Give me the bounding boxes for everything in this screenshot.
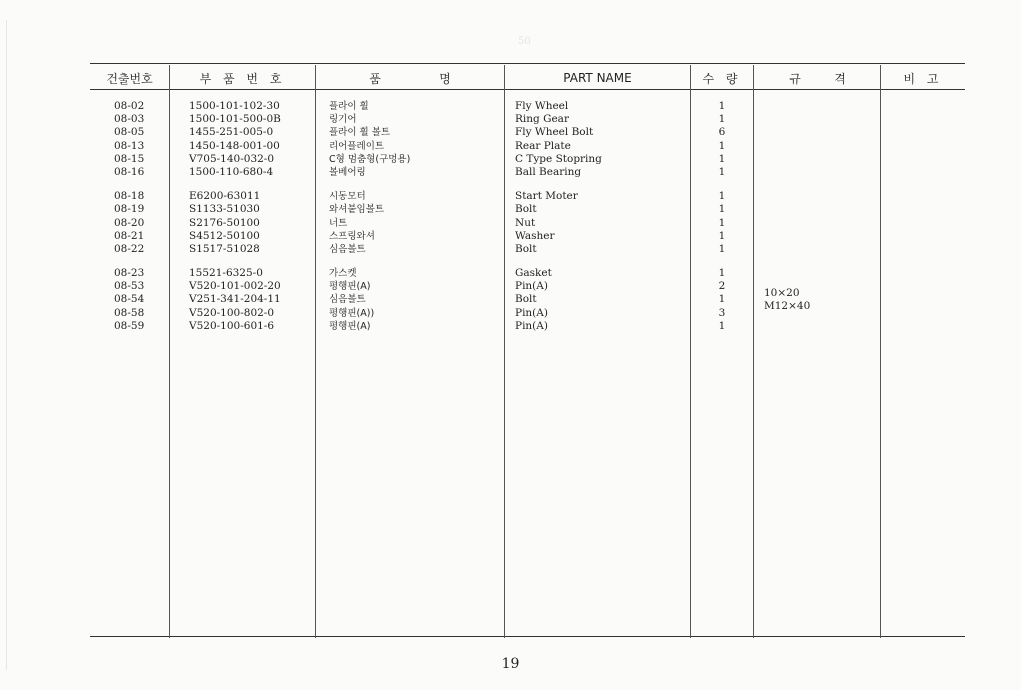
table-cell: 08-58 <box>114 306 145 319</box>
table-cell: 1 <box>718 216 726 229</box>
table-cell: 1 <box>718 267 726 280</box>
col-divider-6 <box>880 65 881 638</box>
table-cell: S1517-51028 <box>189 242 260 255</box>
header-group-no: 건출번호 <box>106 71 153 86</box>
table-cell: C형 멈춤형(구멍용) <box>329 153 411 165</box>
col-divider-3 <box>504 65 505 638</box>
table-cell: 가스켓 <box>329 268 357 280</box>
table-cell: V705-140-032-0 <box>189 152 275 165</box>
table-cell: 08-53 <box>114 280 145 293</box>
table-cell: V520-100-802-0 <box>189 306 275 319</box>
table-cell: 와셔붙임볼트 <box>329 204 385 216</box>
table-cell: 1 <box>718 113 726 126</box>
table-cell: V520-101-002-20 <box>189 280 281 293</box>
table-cell: Pin(A) <box>515 280 548 293</box>
table-cell: 1 <box>718 242 726 255</box>
table-cell: 08-15 <box>114 152 145 165</box>
table-cell: 08-02 <box>114 100 145 112</box>
table-cell: 08-16 <box>114 165 145 178</box>
header-part-name: PART NAME <box>563 71 632 85</box>
table-cell: 08-59 <box>114 319 145 332</box>
table-cell: 1 <box>718 293 726 306</box>
spec-column <box>764 287 810 313</box>
table-cell: 1 <box>718 203 726 216</box>
table-cell: 1 <box>718 100 726 112</box>
table-cell: 2 <box>718 280 726 293</box>
table-cell: Bolt <box>515 293 537 306</box>
qty-column <box>712 100 732 344</box>
table-cell: 08-18 <box>114 190 145 203</box>
table-cell: 1 <box>718 319 726 332</box>
table-cell: 1500-110-680-4 <box>189 165 274 178</box>
table-cell: Nut <box>515 216 536 229</box>
page-edge <box>6 20 7 670</box>
table-cell: V251-341-204-11 <box>189 293 281 306</box>
table-cell: 08-22 <box>114 242 145 255</box>
table-cell: Washer <box>515 229 555 242</box>
table-cell: 심음볼트 <box>329 294 366 306</box>
table-cell: 리어플레이트 <box>329 140 385 152</box>
header-spec-a: 규 <box>789 71 801 86</box>
table-cell: C Type Stopring <box>515 152 602 165</box>
spec-value: 10×20 <box>764 287 800 299</box>
table-cell: 08-20 <box>114 216 145 229</box>
table-cell: 플라이 휠 <box>329 101 369 112</box>
col-divider-1 <box>169 65 170 638</box>
table-top-rule <box>90 63 965 64</box>
header-name-kr-a: 품 <box>369 71 381 86</box>
table-cell: 1 <box>718 190 726 203</box>
table-cell: 볼베어링 <box>329 166 366 178</box>
table-cell: 1450-148-001-00 <box>189 139 280 152</box>
table-bottom-rule <box>90 636 965 637</box>
spec-value: M12×40 <box>764 300 811 312</box>
table-cell: Gasket <box>515 267 552 280</box>
table-cell: 1 <box>718 165 726 178</box>
table-cell: V520-100-601-6 <box>189 319 275 332</box>
table-cell: 3 <box>718 306 726 319</box>
table-cell: Start Moter <box>515 190 578 203</box>
header-bottom-rule <box>90 89 965 90</box>
table-cell: 08-54 <box>114 293 145 306</box>
table-cell: 플라이 휠 볼트 <box>329 127 391 139</box>
table-cell: 링기어 <box>329 114 357 126</box>
faint-page-mark: 50 <box>518 36 531 47</box>
page-number: 19 <box>501 656 520 672</box>
table-cell: 1 <box>718 139 726 152</box>
table-cell: Pin(A) <box>515 319 548 332</box>
table-cell: S2176-50100 <box>189 216 260 229</box>
part-name-column <box>515 100 602 344</box>
table-cell: Ring Gear <box>515 113 569 126</box>
table-cell: 1455-251-005-0 <box>189 126 274 139</box>
table-cell: 평행핀(A)) <box>329 307 375 319</box>
table-cell: 08-23 <box>114 267 145 280</box>
table-cell: Bolt <box>515 242 537 255</box>
table-cell: 1500-101-102-30 <box>189 100 280 112</box>
table-cell: 1500-101-500-0B <box>189 113 281 126</box>
table-cell: Bolt <box>515 203 537 216</box>
table-cell: 너트 <box>329 217 348 229</box>
name-kr-column <box>329 100 410 344</box>
table-cell: 15521-6325-0 <box>189 267 263 280</box>
table-cell: S1133-51030 <box>189 203 260 216</box>
table-cell: 08-05 <box>114 126 145 139</box>
table-cell: E6200-63011 <box>189 190 261 203</box>
table-cell: S4512-50100 <box>189 229 260 242</box>
part-no-column <box>189 100 281 344</box>
table-cell: 평행핀(A) <box>329 281 371 293</box>
header-remarks: 비 고 <box>903 71 943 86</box>
header-spec-b: 격 <box>834 71 846 86</box>
table-cell: 스프링와셔 <box>329 230 375 242</box>
table-cell: 08-03 <box>114 113 145 126</box>
table-cell: 08-13 <box>114 139 145 152</box>
header-name-kr-b: 명 <box>439 71 451 86</box>
header-part-no: 부 품 번 호 <box>199 71 286 86</box>
table-cell: Pin(A) <box>515 306 548 319</box>
table-cell: 1 <box>718 152 726 165</box>
col-divider-4 <box>690 65 691 638</box>
group-no-column <box>114 100 144 344</box>
table-cell: 시동모터 <box>329 191 366 203</box>
col-divider-2 <box>315 65 316 638</box>
table-cell: Fly Wheel Bolt <box>515 126 594 139</box>
table-cell: Fly Wheel <box>515 100 569 112</box>
table-cell: 1 <box>718 229 726 242</box>
table-cell: 08-21 <box>114 229 145 242</box>
table-cell: Rear Plate <box>515 139 571 152</box>
header-qty: 수 량 <box>702 71 742 86</box>
table-cell: 심음볼트 <box>329 243 366 255</box>
col-divider-5 <box>753 65 754 638</box>
table-cell: 08-19 <box>114 203 145 216</box>
table-cell: 평행핀(A) <box>329 320 371 332</box>
table-cell: 6 <box>718 126 726 139</box>
table-cell: Ball Bearing <box>515 165 582 178</box>
